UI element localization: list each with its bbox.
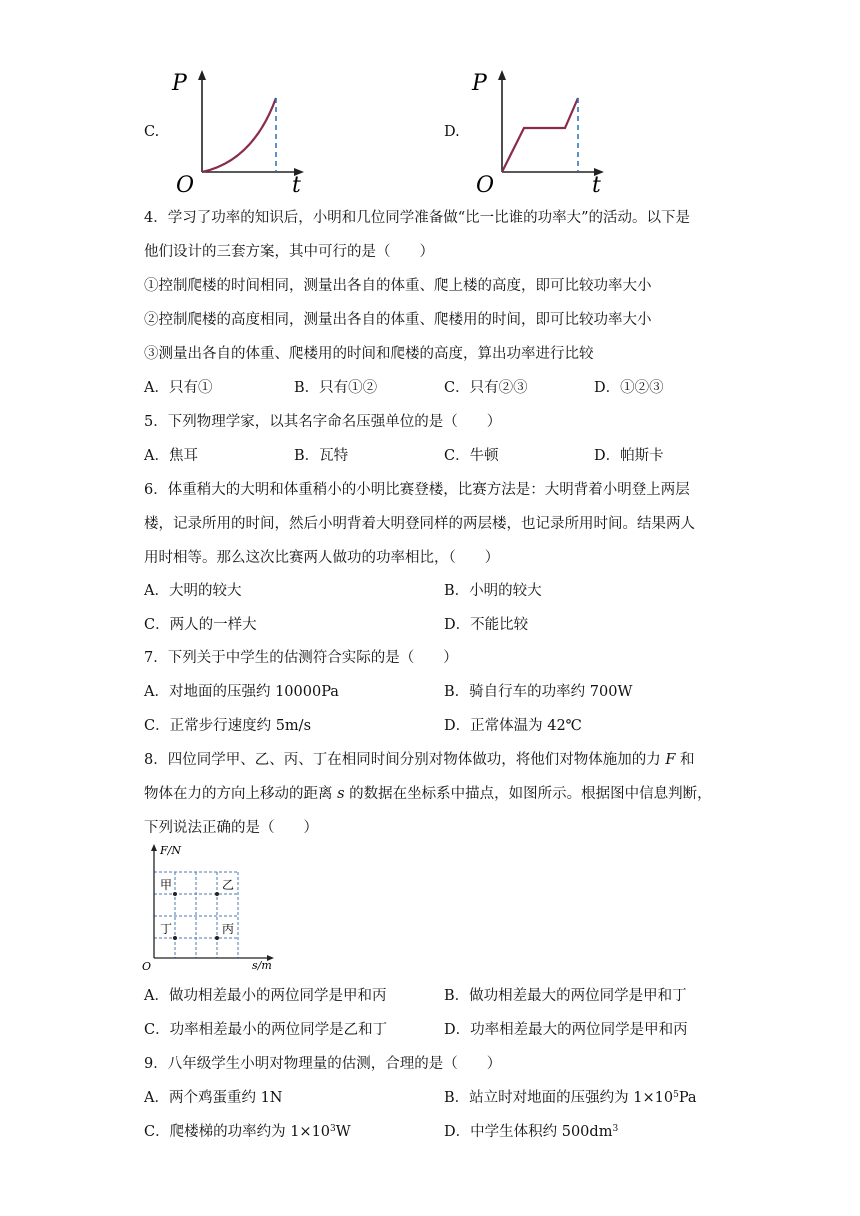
q9-stem: 9．八年级学生小明对物理量的估测，合理的是（ ） [144, 1056, 502, 1072]
graph-d-x-label: t [592, 173, 601, 196]
graph-c [168, 66, 308, 196]
q8-graph-y-label: F/N [160, 844, 181, 857]
q4-option-b[interactable]: B．只有①② [294, 380, 378, 396]
q5-option-c[interactable]: C．牛顿 [444, 448, 499, 464]
q8-line-2-post: 的数据在坐标系中描点，如图所示。根据图中信息判断， [344, 786, 712, 802]
q5-option-a[interactable]: A．焦耳 [144, 448, 198, 464]
q4-line-3: ①控制爬楼的时间相同，测量出各自的体重、爬上楼的高度，即可比较功率大小 [144, 278, 652, 294]
q9-option-c-post: W [335, 1124, 351, 1140]
q6-line-2: 楼，记录所用的时间，然后小明背着大明登同样的两层楼，也记录所用时间。结果两人 [144, 516, 695, 532]
q9-option-d-sup: 3 [612, 1124, 619, 1134]
q8-label-jia: 甲 [160, 878, 173, 892]
q8-point-yi [215, 892, 219, 896]
q6-option-d[interactable]: D．不能比较 [444, 617, 529, 633]
q9-option-d-pre: D．中学生体积约 500dm [444, 1124, 613, 1140]
graph-d-curve [502, 98, 578, 172]
graph-d-label: D. [444, 124, 460, 140]
q9-option-c-sup: 3 [330, 1124, 336, 1134]
q7-option-d[interactable]: D．正常体温为 42℃ [444, 718, 582, 734]
graph-c-curve [202, 98, 276, 172]
q8-option-b[interactable]: B．做功相差最大的两位同学是甲和丁 [444, 988, 687, 1004]
graph-c-y-label: P [172, 71, 187, 96]
q6-option-a[interactable]: A．大明的较大 [144, 583, 242, 599]
q4-option-a[interactable]: A．只有① [144, 380, 213, 396]
q9-option-a[interactable]: A．两个鸡蛋重约 1N [144, 1090, 283, 1106]
q8-option-c[interactable]: C．功率相差最小的两位同学是乙和丁 [144, 1022, 388, 1038]
q8-option-d[interactable]: D．功率相差最大的两位同学是甲和丙 [444, 1022, 688, 1038]
q6-line-3: 用时相等。那么这次比赛两人做功的功率相比，（ ） [144, 550, 500, 566]
q8-var-f: F [665, 752, 676, 768]
q4-line-1: 4．学习了功率的知识后，小明和几位同学准备做“比一比谁的功率大”的活动。以下是 [144, 210, 691, 226]
q9-option-b-sup: 5 [673, 1090, 679, 1100]
q9-option-d[interactable] [444, 1122, 618, 1142]
q4-line-2: 他们设计的三套方案，其中可行的是（ ） [144, 244, 434, 260]
q8-line-3: 下列说法正确的是（ ） [144, 820, 318, 836]
q4-line-4: ②控制爬楼的高度相同，测量出各自的体重、爬楼用的时间，即可比较功率大小 [144, 312, 652, 328]
q5-stem: 5．下列物理学家，以其名字命名压强单位的是（ ） [144, 414, 502, 430]
q8-line-1-pre: 8．四位同学甲、乙、丙、丁在相同时间分别对物体做功，将他们对物体施加的力 [144, 752, 666, 768]
q7-stem: 7．下列关于中学生的估测符合实际的是（ ） [144, 650, 458, 666]
q9-option-c[interactable] [144, 1122, 351, 1142]
q8-line-1 [144, 750, 695, 770]
graph-c-x-label: t [292, 173, 301, 196]
graph-d-origin: O [476, 173, 495, 196]
q7-option-b[interactable]: B．骑自行车的功率约 700W [444, 684, 633, 700]
graph-d-y-label: P [472, 71, 487, 96]
q8-point-jia [173, 892, 177, 896]
q8-line-1-post: 和 [675, 752, 695, 768]
graph-c-label: C. [144, 124, 160, 140]
q6-line-1: 6．体重稍大的大明和体重稍小的小明比赛登楼，比赛方法是：大明背着小明登上两层 [144, 482, 690, 498]
q6-option-b[interactable]: B．小明的较大 [444, 583, 542, 599]
q7-option-c[interactable]: C．正常步行速度约 5m/s [144, 718, 312, 734]
q9-option-b-post: Pa [678, 1090, 697, 1106]
q8-point-ding [173, 936, 177, 940]
q8-label-bing: 丙 [222, 922, 235, 936]
q8-line-2-pre: 物体在力的方向上移动的距离 [144, 786, 338, 802]
q7-option-a[interactable]: A．对地面的压强约 10000Pa [144, 684, 339, 700]
q8-point-bing [215, 936, 219, 940]
q6-option-c[interactable]: C．两人的一样大 [144, 617, 257, 633]
q5-option-d[interactable]: D．帕斯卡 [594, 448, 664, 464]
q8-graph-origin: O [142, 960, 152, 973]
q9-option-b[interactable] [444, 1088, 697, 1108]
q8-graph [140, 842, 280, 974]
q8-graph-x-label: s/m [252, 959, 272, 972]
graph-c-origin: O [176, 173, 195, 196]
q9-option-c-pre: C．爬楼梯的功率约为 1×10 [144, 1124, 331, 1140]
q4-option-c[interactable]: C．只有②③ [444, 380, 528, 396]
q8-var-s: s [337, 786, 345, 802]
q4-option-d[interactable]: D．①②③ [594, 380, 664, 396]
q8-label-yi: 乙 [222, 878, 235, 892]
q8-option-a[interactable]: A．做功相差最小的两位同学是甲和丙 [144, 988, 387, 1004]
q5-option-b[interactable]: B．瓦特 [294, 448, 349, 464]
q8-label-ding: 丁 [160, 922, 173, 936]
q4-line-5: ③测量出各自的体重、爬楼用的时间和爬楼的高度，算出功率进行比较 [144, 346, 594, 362]
q9-option-b-pre: B．站立时对地面的压强约为 1×10 [444, 1090, 674, 1106]
q8-line-2 [144, 784, 712, 804]
graph-d [468, 66, 608, 196]
